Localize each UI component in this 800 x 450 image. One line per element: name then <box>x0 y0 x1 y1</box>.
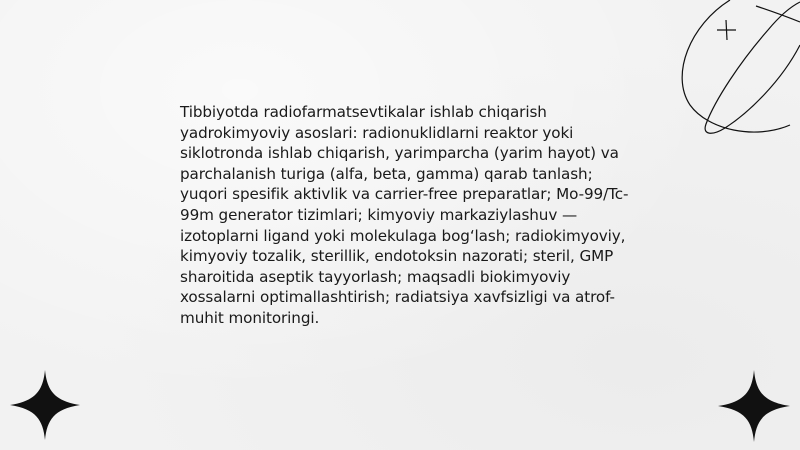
orbit-sparkle-icon <box>670 0 800 145</box>
four-point-star-icon <box>718 370 790 442</box>
four-point-star-icon <box>10 370 80 440</box>
body-text: Tibbiyotda radiofarmatsevtikalar ishlab chiqarish yadrokimyoviy asoslari: radionuklidlarni reaktor yoki siklotronda ishlab chiqarish, yarimparcha (yarim hayot) va parchalanish turiga (alfa, beta, gamma) qarab tanlash; yuqori spesifik aktivlik va carrier-free preparatlar; Mo-99/Tc-99m generator tizimlari; kimyoviy markaziylashuv — izotoplarni ligand yoki molekulaga bog‘lash; radiokimyoviy, kimyoviy tozalik, sterillik, endotoksin nazorati; steril, GMP sharoitida aseptik tayyorlash; maqsadli biokimyoviy xossalarni optimallashtirish; radiatsiya xavfsizligi va atrof-muhit monitoringi. <box>180 103 629 327</box>
